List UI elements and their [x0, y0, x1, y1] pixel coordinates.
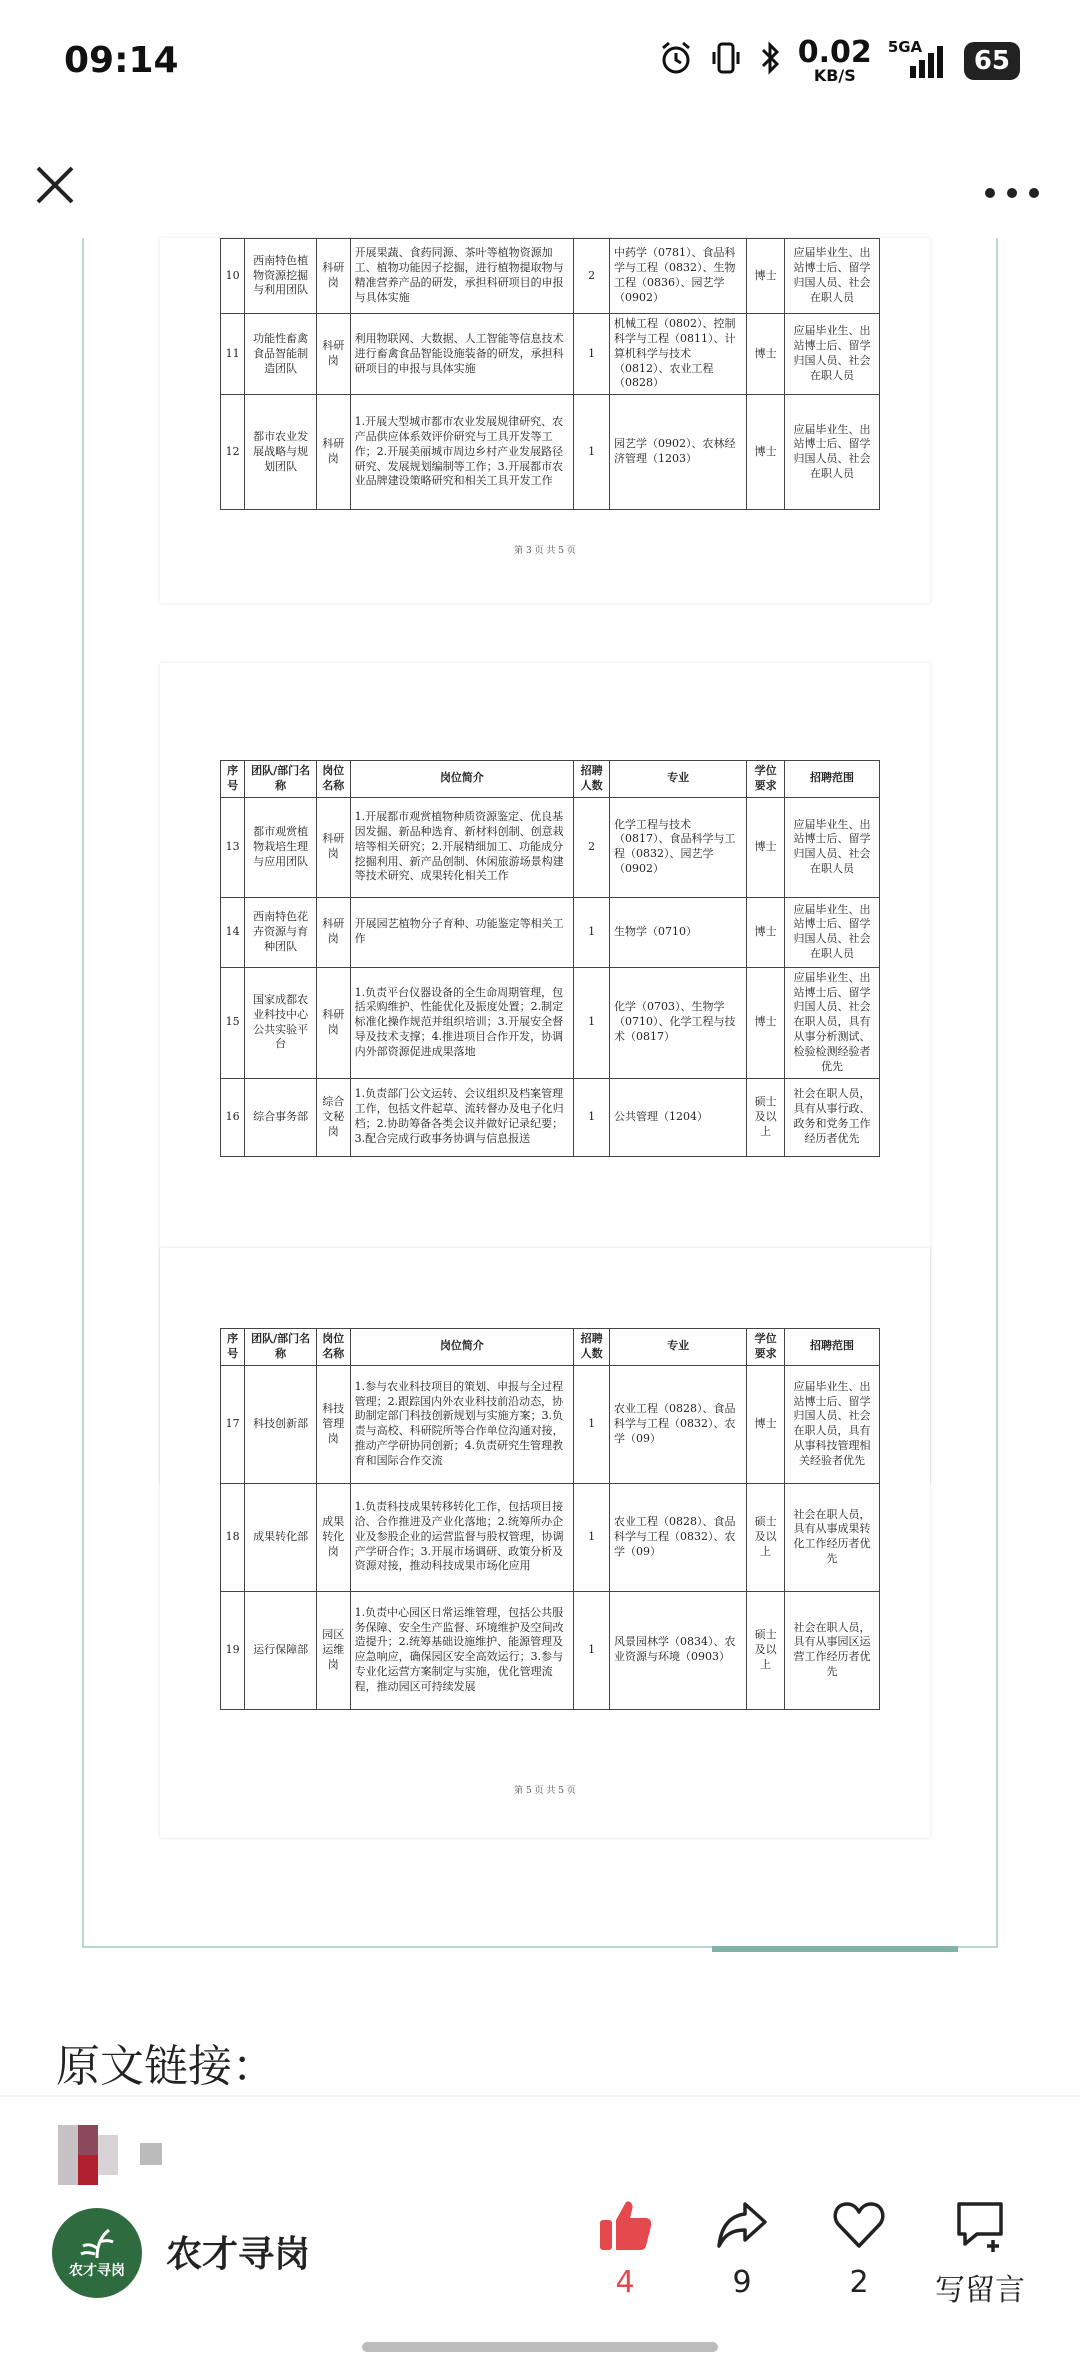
cell-no: 16: [221, 1078, 245, 1156]
page-number: 第 3 页 共 5 页: [514, 546, 576, 556]
column-header: 专业: [610, 1329, 747, 1366]
table-row: [221, 395, 880, 510]
cell-degree: 博士: [747, 797, 785, 897]
column-header: 招聘范围: [785, 1329, 880, 1366]
column-header: 团队/部门名称: [245, 761, 317, 798]
cell-desc: 1.负责中心园区日常运维管理，包括公共服务保障、安全生产监督、环境维护及空间改造提升；2.统筹基础设施维护、能源管理及应急响应，确保园区安全高效运行；3.参与专业化运营方案制定与实施，优化管理流程，推动园区可持续发展: [350, 1591, 574, 1709]
write-comment-button[interactable]: [920, 2195, 1040, 2309]
cell-major: 化学（0703）、生物学（0710）、化学工程与技术（0817）: [610, 967, 747, 1078]
cell-team: 成果转化部: [245, 1483, 317, 1591]
favorite-button[interactable]: [804, 2195, 914, 2300]
cell-scope: 应届毕业生、出站博士后、留学归国人员、社会在职人员: [785, 897, 880, 967]
network-speed: [797, 35, 872, 85]
cell-major: 生物学（0710）: [610, 897, 747, 967]
status-icons: [658, 35, 1020, 85]
cell-desc: 1.负责科技成果转移转化工作，包括项目接洽、合作推进及产业化落地；2.统筹所办企业及参股企业的运营监督与股权管理，协调产学研合作；3.开展市场调研、政策分析及资源对接，推动科技成果市场化应用: [350, 1483, 574, 1591]
cell-desc: 1.参与农业科技项目的策划、申报与全过程管理；2.跟踪国内外农业科技前沿动态，协助制定部门科技创新规划与实施方案；3.负责与高校、科研院所等合作单位沟通对接，推动产学研协同创新；4.负责研究生管理教育和国际合作交流: [350, 1365, 574, 1483]
cell-post: 科研岗: [316, 967, 350, 1078]
table-row: [221, 1483, 880, 1591]
cell-post: 成果转化岗: [316, 1483, 350, 1591]
cell-major: 农业工程（0828）、食品科学与工程（0832）、农学（09）: [610, 1365, 747, 1483]
cell-team: 国家成都农业科技中心公共实验平台: [245, 967, 317, 1078]
cell-desc: 1.开展大型城市都市农业发展规律研究、农产品供应体系效评价研究与工具开发等工作；2.开展美丽城市周边乡村产业发展路径研究、发展规划编制等工作；3.开展都市农业品牌建设策略研究和相关工具开发工作: [350, 395, 574, 510]
clock: 09:14: [64, 40, 179, 81]
table-row: [221, 239, 880, 314]
cell-post: 科研岗: [316, 897, 350, 967]
page-number: 第 5 页 共 5 页: [514, 1786, 576, 1796]
cell-team: 综合事务部: [245, 1078, 317, 1156]
cell-no: 15: [221, 967, 245, 1078]
cell-major: 风景园林学（0834）、农业资源与环境（0903）: [610, 1591, 747, 1709]
document-viewer[interactable]: [82, 238, 998, 1948]
like-button[interactable]: [570, 2195, 680, 2300]
cell-degree: 硕士及以上: [747, 1078, 785, 1156]
cell-scope: 应届毕业生、出站博士后、留学归国人员、社会在职人员: [785, 314, 880, 395]
cell-no: 11: [221, 314, 245, 395]
cell-team: 西南特色花卉资源与育种团队: [245, 897, 317, 967]
horizontal-scroll-indicator[interactable]: [712, 1946, 958, 1952]
table-header-row: [221, 761, 880, 798]
table-row: [221, 1078, 880, 1156]
original-link-label[interactable]: 原文链接：: [56, 2041, 276, 2092]
more-dots-icon: [984, 187, 1040, 199]
recruit-table-page-5: [220, 1328, 880, 1710]
cell-team: 科技创新部: [245, 1365, 317, 1483]
account-avatar[interactable]: [52, 2208, 142, 2298]
column-header: 招聘人数: [574, 1329, 610, 1366]
cell-no: 14: [221, 897, 245, 967]
table-row: [221, 967, 880, 1078]
cell-scope: 应届毕业生、出站博士后、留学归国人员、社会在职人员: [785, 395, 880, 510]
table-row: [221, 897, 880, 967]
column-header: 序号: [221, 761, 245, 798]
bluetooth-icon: [758, 40, 782, 83]
cell-degree: 博士: [747, 1365, 785, 1483]
column-header: 招聘范围: [785, 761, 880, 798]
cell-scope: 应届毕业生、出站博士后、留学归国人员、社会在职人员: [785, 239, 880, 314]
cell-count: 1: [574, 1483, 610, 1591]
table-header-row: [221, 1329, 880, 1366]
cell-degree: 博士: [747, 239, 785, 314]
share-button[interactable]: [687, 2195, 797, 2300]
recruit-table-page-4: [220, 760, 880, 1157]
cell-degree: 博士: [747, 967, 785, 1078]
cell-desc: 开展果蔬、食药同源、茶叶等植物资源加工、植物功能因子挖掘，进行植物提取物与精准营养产品的研发，承担科研项目的申报与具体实施: [350, 239, 574, 314]
cell-count: 1: [574, 395, 610, 510]
cell-scope: 社会在职人员，具有从事行政、政务和党务工作经历者优先: [785, 1078, 880, 1156]
cell-count: 1: [574, 897, 610, 967]
cell-scope: 社会在职人员，具有从事园区运营工作经历者优先: [785, 1591, 880, 1709]
cell-desc: 1.开展都市观赏植物种质资源鉴定、优良基因发掘、新品种选育、新材料创制、创意栽培等相关研究；2.开展精细加工、功能成分挖掘利用、新产品创制、休闲旅游场景构建等技术研究、成果转化相关工作: [350, 797, 574, 897]
cell-no: 18: [221, 1483, 245, 1591]
cell-post: 综合文秘岗: [316, 1078, 350, 1156]
table-row: [221, 1365, 880, 1483]
cell-major: 化学工程与技术（0817）、食品科学与工程（0832）、园艺学（0902）: [610, 797, 747, 897]
column-header: 岗位名称: [316, 761, 350, 798]
column-header: 岗位简介: [350, 761, 574, 798]
cell-count: 2: [574, 239, 610, 314]
cell-major: 农业工程（0828）、食品科学与工程（0832）、农学（09）: [610, 1483, 747, 1591]
write-comment-label: 写留言: [935, 2273, 1025, 2308]
column-header: 团队/部门名称: [245, 1329, 317, 1366]
column-header: 岗位名称: [316, 1329, 350, 1366]
divider: [0, 2095, 1080, 2097]
network-type: 5GA: [887, 38, 923, 56]
cell-count: 1: [574, 967, 610, 1078]
cell-desc: 开展园艺植物分子育种、功能鉴定等相关工作: [350, 897, 574, 967]
cell-desc: 1.负责平台仪器设备的全生命周期管理，包括采购维护、性能优化及振度处置；2.制定标准化操作规范并组织培训；3.开展安全督导及技术支撑；4.推进项目合作开发，协调内外部资源促进成果落地: [350, 967, 574, 1078]
cell-major: 园艺学（0902）、农林经济管理（1203）: [610, 395, 747, 510]
column-header: 序号: [221, 1329, 245, 1366]
cell-scope: 应届毕业生、出站博士后、留学归国人员、社会在职人员: [785, 797, 880, 897]
vibrate-icon: [710, 40, 742, 83]
cell-count: 2: [574, 797, 610, 897]
cell-post: 科研岗: [316, 314, 350, 395]
cell-degree: 博士: [747, 897, 785, 967]
cell-no: 19: [221, 1591, 245, 1709]
logo-text: 农才寻岗: [69, 2263, 125, 2279]
table-row: [221, 797, 880, 897]
cell-no: 10: [221, 239, 245, 314]
cell-scope: 应届毕业生、出站博士后、留学归国人员、社会在职人员，具有从事分析测试、检验检测经验者优先: [785, 967, 880, 1078]
cell-no: 13: [221, 797, 245, 897]
favorite-count: 2: [849, 2265, 869, 2300]
cell-major: 中药学（0781）、食品科学与工程（0832）、生物工程（0836）、园艺学（0902）: [610, 239, 747, 314]
cell-count: 1: [574, 1078, 610, 1156]
cell-scope: 社会在职人员，具有从事成果转化工作经历者优先: [785, 1483, 880, 1591]
cell-post: 科技管理岗: [316, 1365, 350, 1483]
document-page-3: [160, 238, 930, 603]
signal-icon: [887, 38, 948, 80]
column-header: 岗位简介: [350, 1329, 574, 1366]
table-row: [221, 314, 880, 395]
recruit-table-page-3: [220, 238, 880, 510]
share-count: 9: [732, 2265, 752, 2300]
cell-count: 1: [574, 314, 610, 395]
more-menu-button[interactable]: [984, 180, 1040, 199]
comment-icon: [951, 2196, 1009, 2254]
table-row: [221, 1591, 880, 1709]
cell-post: 科研岗: [316, 395, 350, 510]
cell-desc: 1.负责部门公文运转、会议组织及档案管理工作，包括文件起草、流转督办及电子化归档；2.协助筹备各类会议并做好记录纪要；3.配合完成行政事务协调与信息报送: [350, 1078, 574, 1156]
cell-team: 运行保障部: [245, 1591, 317, 1709]
close-icon: [30, 160, 80, 210]
cell-post: 园区运维岗: [316, 1591, 350, 1709]
cell-degree: 博士: [747, 314, 785, 395]
cell-team: 西南特色植物资源挖掘与利用团队: [245, 239, 317, 314]
cell-count: 1: [574, 1365, 610, 1483]
cell-degree: 硕士及以上: [747, 1591, 785, 1709]
speed-value: 0.02: [797, 35, 872, 70]
like-count: 4: [615, 2265, 635, 2300]
home-indicator[interactable]: [362, 2342, 718, 2352]
cell-team: 都市观赏植物栽培生理与应用团队: [245, 797, 317, 897]
document-page-5: [160, 1248, 930, 1838]
cell-post: 科研岗: [316, 239, 350, 314]
cell-team: 功能性畜禽食品智能制造团队: [245, 314, 317, 395]
thumbs-up-icon: [596, 2196, 654, 2254]
battery-indicator: 65: [964, 42, 1020, 80]
cell-post: 科研岗: [316, 797, 350, 897]
account-name[interactable]: 农才寻岗: [166, 2234, 311, 2275]
speed-unit: KB/S: [813, 66, 856, 85]
wheat-icon: [75, 2226, 119, 2260]
column-header: 专业: [610, 761, 747, 798]
cell-team: 都市农业发展战略与规划团队: [245, 395, 317, 510]
column-header: 学位要求: [747, 1329, 785, 1366]
cell-no: 17: [221, 1365, 245, 1483]
cell-major: 公共管理（1204）: [610, 1078, 747, 1156]
alarm-icon: [658, 40, 694, 83]
cell-degree: 硕士及以上: [747, 1483, 785, 1591]
blurred-name: [140, 2143, 162, 2165]
blurred-avatar: [58, 2125, 122, 2185]
cell-count: 1: [574, 1591, 610, 1709]
status-bar: [0, 0, 1080, 120]
cell-no: 12: [221, 395, 245, 510]
cell-desc: 利用物联网、大数据、人工智能等信息技术进行畜禽食品智能设施装备的研发，承担科研项目的申报与具体实施: [350, 314, 574, 395]
close-button[interactable]: [30, 160, 80, 210]
cell-major: 机械工程（0802）、控制科学与工程（0811）、计算机科学与技术（0812）、农业工程（0828）: [610, 314, 747, 395]
column-header: 招聘人数: [574, 761, 610, 798]
heart-icon: [830, 2196, 888, 2254]
column-header: 学位要求: [747, 761, 785, 798]
cell-degree: 博士: [747, 395, 785, 510]
cell-scope: 应届毕业生、出站博士后、留学归国人员、社会在职人员，具有从事科技管理相关经验者优先: [785, 1365, 880, 1483]
top-nav-bar: [0, 140, 1080, 230]
share-icon: [713, 2196, 771, 2254]
